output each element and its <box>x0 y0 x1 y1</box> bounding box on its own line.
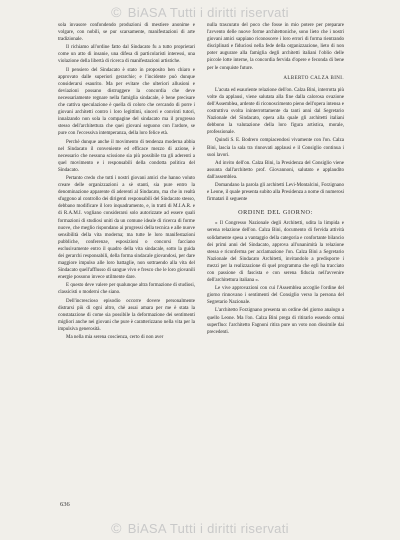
copyright-icon: © <box>111 4 122 20</box>
section-heading: ORDINE DEL GIORNO: <box>238 209 313 217</box>
right-column <box>207 22 344 510</box>
paragraph: L'acuta ed esauriente relazione dell'on. Calza Bini, interrotta più volte da applausi, viene salutata alla fine dalla calorosa ovazione dell'Assemblea, ardente di riconoscimento pieno dell'opera intensa e costruttiva svolta ininterrottamente da tanti anni dal Segretario Nazionale del Sindacato, opera alla quale gli architetti italiani debbono la valutazione della loro figura artistica, morale, professionale. <box>207 87 344 136</box>
watermark-text: BiASA Tutti i diritti riservati <box>127 4 289 20</box>
paragraph: Ma nella mia serena coscienza, certo di non aver <box>66 335 164 341</box>
watermark-top <box>0 2 400 22</box>
left-column <box>58 22 195 510</box>
paragraph: Le vive approvazioni con cui l'Assemblea accoglie l'ordine del giorno rinnovano i sentimenti del Consiglio verso la persona del Segretario Nazionale. <box>207 286 344 306</box>
paragraph: « Il Congresso Nazionale degli Architetti, udita la limpida e serena relazione dell'on. Calza Bini, documento di fervida attività solidamente spesa a vantaggio della categoria e confortante bilancio dei primi anni del Sindacato, approva all'unanimità la relazione stessa e riconferma per acclamazione l'on. Calza Bini a Segretario Nazionale del Sindacato Architetti, invitandolo a predisporre i mezzi per la realizzazione di quel programma che egli ha tracciato con passione di fascista e con serena fiducia nell'avvenire dell'architettura italiana ». <box>207 221 344 284</box>
page-number: 636 <box>60 501 70 508</box>
paragraph: sola invasore confondendo produzioni di mestiere anonime e volgare, con nobili, se pur scarsamente, manifestazioni di arte tradizionale. <box>58 23 195 43</box>
watermark-text: BiASA Tutti i diritti riservati <box>127 520 289 536</box>
watermark-bottom <box>0 518 400 538</box>
text-columns <box>58 22 344 510</box>
paragraph: Ad invito dell'on. Calza Bini, la Presidenza del Consiglio viene assunta dall'architetto prof. Giovannoni, salutato e applaudito dall'assemblea. <box>207 160 344 180</box>
paragraph: Perchè dunque anche il movimento di tendenza moderna abbia nel Sindacato il conveniente ed efficace mezzo di azione, è necessario che nessuna scissione sia più possibile tra gli aderenti a quel movimento e i responsabili della condotta politica del Sindacato. <box>58 139 195 173</box>
paragraph: Dell'increscioso episodio occorre dovere personalmente distrarsi più di ogni altro, chè assai amara per me è stata la constatazione di come sia possibile la deformazione dei sentimenti migliori anche nei giovani che pure è caratterizzano nella vita per la impulsiva generosità. <box>58 298 195 332</box>
paragraph: nulla trascurato del poco che fosse in mio potere per preparare l'avvento delle nuove forme architettoniche, sono lieto che i nostri giovani amici sappiano riconoscere i loro errori di forma rientrando disciplinati e fiduciosi nella fede della organizzazione, lieto di non poter augurare alla famiglia degli architetti italiani l'oblio delle piccole lotte interne, la concordia fervida d'opere e feconda di bene per le conquiste future. <box>207 23 344 71</box>
paragraph: Pertanto credo che tutti i nostri giovani amici che hanno voluto creare delle organizzazioni a sè stanti, sia pure entro la denominazione apparente di aderenti al Sindacato, ma che in realtà sfuggono al controllo dei dirigenti responsabili del Sindacato stesso, debbano modificare il loro inquadramento, e, in tratti di M.I.A.R. e di R.A.M.I. vogliano considerarsi solo autorizzate ad essere quali formazioni di studiosi uniti da un comune ideale di ricerca di forme nuove, che meglio rispondano ai progressi della tecnica e alle nuove sensibilità della vita moderna; ma tutte le loro manifestazioni pubbliche, conferenze, esposizioni o concorsi facciano esclusivamente entro il quadro della vita sindacale, sotto la guida dei gerarchi responsabili, della forma sindacale giovandosi, per dare maggiore impulso alle loro battaglie, non sottraendo alla vita del Sindacato quell'afflusso di sangue vivo e fresco che le loro giovanili energie possono invece utilmente dare. <box>58 175 195 281</box>
paragraph: Quindi S. E. Bodrero compiacendosi vivamente con l'on. Calza Bini, lascia la sala tra rinnovati applausi e il Consiglio continua i suoi lavori. <box>207 138 344 158</box>
paragraph: Domandano la parola gli architetti Levi-Montalcini, Forzignano e Leone, il quale presenta subito alla Presidenza a nome di numerosi firmatari il seguente <box>207 182 344 203</box>
paragraph: Il pensiero del Sindacato è stato in proposito ben chiaro e approvato dalle superiori gerarchie; e l'incidente può dunque considerarsi esaurito. Ma per evitare che ulteriori allusioni e deviazioni possano distruggere la concordia che deve necessariamente regnare nella famiglia sindacale, è bene precisare che cattiva speculazione è quella di coloro che cercando di porre i giovani architetti contro i loro legittimi, sinceri e convinti tutori, innalzando non sola la compagine del sindacato ma il progresso stesso dell'architettura che quei giovani seguono con l'ardore, se pure con l'eccessiva intemperanza, della loro felice età. <box>58 67 195 137</box>
signature: ALBERTO CALZA BINI. <box>283 75 344 81</box>
paragraph: L'architetto Forzignano presenta un ordine del giorno analogo a quello Leone. Ma l'on. Calza Bini prega di ritirarlo essendo ormai superfluo: l'architetto Fagnoni ritira pure un voto non dissimile dai precedenti. <box>207 308 344 335</box>
paragraph: Il richiamo all'ordine fatto dal Sindacato fu a tutto proprietari come un atto di insanie, una difesa di particolaristi interessi, una violazione della libertà di ricerca di manifestazioni artistiche. <box>58 45 195 65</box>
paragraph: E questo deve valere per qualunque altra formazione di studiosi, classicisti o moderni che siano. <box>58 283 195 296</box>
copyright-icon: © <box>111 520 122 536</box>
